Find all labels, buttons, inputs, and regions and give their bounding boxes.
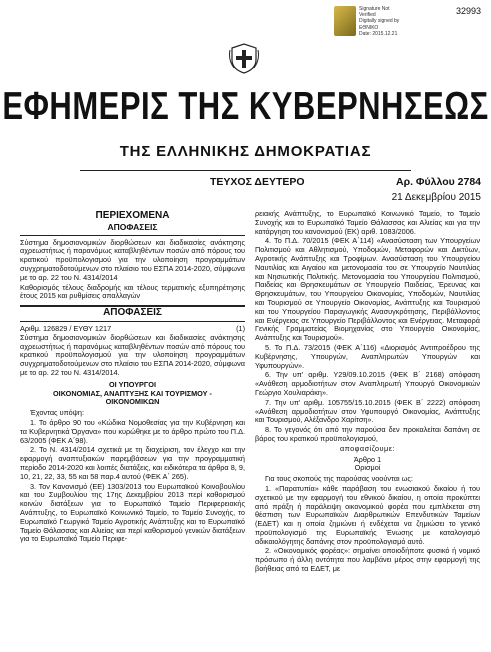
definition: 1. «Παρατυπία» κάθε παράβαση του ενωσιακού δικαίου ή του σχετικού με την εφαρμογή του εθνικού δικαίου, η οποία προκύπτει από πράξη ή παράλειψη οικονομικού φορέα που εμπλέκεται στη θέσπιση των Ευρωπαϊκών Διαρθρωτικών Επενδυτικών Ταμείων (ΕΔΕΤ) και η οποία ζημιώνει ή ενδέχεται να ζημιώσει το γενικό προϋπολογισμό της Ευρωπαϊκής Ένωσης με καταλογισμό αδικαιολόγητης δαπάνης στον προϋπολογισμό αυτό.	[255, 483, 480, 546]
paragraph: ρειακής Ανάπτυξης, το Ευρωπαϊκό Κοινωνικό Ταμείο, το Ταμείο Συνοχής και το Ευρωπαϊκό Ταμείο Θάλασσας και Αλιείας και για την κατάργηση του κανονισμού (ΕΚ) αριθ. 1083/2006.	[255, 209, 480, 236]
article-title: Ορισμοί	[354, 463, 381, 473]
digital-signature	[334, 4, 426, 42]
decision-number: Αριθμ. 126829 / ΕΥΘΥ 1217	[20, 323, 112, 333]
ministers-heading: ΟΙ ΥΠΟΥΡΓΟΙ	[108, 379, 157, 389]
left-column	[20, 210, 245, 545]
article-number: Άρθρο 1	[353, 454, 382, 464]
paragraph: 1. Το άρθρο 90 του «Κώδικα Νομοθεσίας για την Κυβέρνηση και τα Κυβερνητικά Όργανα» που κυρώθηκε με το άρθρο πρώτο του Π.Δ. 63/2005 (ΦΕΚ Α΄98).	[20, 417, 245, 445]
divider	[80, 170, 411, 171]
greek-coat-of-arms-icon	[228, 38, 260, 74]
divider	[20, 321, 245, 322]
decisions-heading: ΑΠΟΦΑΣΕΙΣ	[103, 307, 162, 319]
decision-summary: Σύστημα δημοσιονομικών διορθώσεων και διαδικασίες ανάκτησης αχρεωστήτως ή παρανόμως καταβληθέντων ποσών από πόρους του κρατικού προϋπολογισμού για την υλοποίηση προγραμμάτων συγχρηματοδοτούμενων στο πλαίσιο του ΕΣΠΑ 2014-2020, σύμφωνα με το αρ. 22 του Ν. 4314/2014.	[20, 332, 245, 377]
decide-line: αποφασίζουμε:	[339, 443, 396, 453]
signature-line: Date: 2015.12.21	[359, 30, 398, 37]
ministers-heading: ΟΙΚΟΝΟΜΙΑΣ, ΑΝΑΠΤΥΞΗΣ ΚΑΙ ΤΟΥΡΙΣΜΟΥ -	[53, 388, 212, 398]
decision-marker: (1)	[236, 323, 245, 333]
right-column	[255, 210, 480, 575]
paragraph: 7. Την υπ' αριθμ. 105755/15.10.2015 (ΦΕΚ Β΄ 2222) απόφαση «Ανάθεση αρμοδιοτήτων στον Υφυπουργό Οικονομίας, Ανάπτυξης και Τουρισμού, Αλέξανδρο Χαρίτση».	[255, 397, 480, 425]
divider	[20, 235, 245, 236]
gazette-title: ΕΦΗΜΕΡΙΣ ΤΗΣ ΚΥΒΕΡΝΗΣΕΩΣ	[2, 84, 489, 128]
issue-date: 21 Δεκεμβρίου 2015	[391, 192, 481, 203]
definition: 2. «Οικονομικός φορέας»: σημαίνει οποιοδήποτε φυσικό ή νομικό πρόσωπο ή άλλη οντότητα που λαμβάνει μέρος στην εφαρμογή της βοήθειας από τα ΕΔΕΤ, με	[255, 546, 480, 574]
issue-series: ΤΕΥΧΟΣ ΔΕΥΤΕΡΟ	[210, 176, 305, 188]
contents-heading: ΠΕΡΙΕΧΟΜΕΝΑ	[95, 210, 170, 221]
definitions-intro: Για τους σκοπούς της παρούσας νοούνται ως:	[265, 474, 413, 484]
paragraph: 5. Το Π.Δ. 73/2015 (ΦΕΚ Α΄116) «Διορισμός Αντιπροέδρου της Κυβέρνησης, Υπουργών, Αναπληρωτών Υπουργών και Υφυπουργών».	[255, 342, 480, 370]
gazette-subtitle: ΤΗΣ ΕΛΛΗΝΙΚΗΣ ΔΗΜΟΚΡΑΤΙΑΣ	[119, 143, 372, 160]
paragraph: 8. Το γεγονός ότι από την παρούσα δεν προκαλείται δαπάνη σε βάρος του κρατικού προϋπολογισμού,	[255, 425, 480, 443]
signature-line: Digitally signed by	[359, 18, 400, 25]
signature-text	[359, 6, 399, 37]
issue-number: Αρ. Φύλλου 2784	[396, 176, 481, 188]
having-regard: Έχοντας υπόψη:	[30, 408, 84, 418]
paragraph: 4. Το Π.Δ. 70/2015 (ΦΕΚ Α΄114) «Ανασύσταση των Υπουργείων Πολιτισμού και Αθλητισμού, Υποδομών, Μεταφορών και Δικτύων, Αγροτικής Ανάπτυξης και Τροφίμων. Ανασύσταση του Υπουργείου Ναυτιλίας και Αιγαίου και μετονομασία του σε Υπουργείο Ναυτιλίας και Νησιωτικής Πολιτικής. Μετονομασία του Υπουργείου Πολιτισμού, Παιδείας και Θρησκευμάτων σε Υπουργείο Παιδείας, Έρευνας και Θρησκευμάτων, του Υπουργείου Οικονομίας, Υποδομών, Ναυτιλίας και Τουρισμού σε Υπουργείο Οικονομίας, Ανάπτυξης και Τουρισμού και του Υπουργείου Παραγωγικής Ανασυγκρότησης, Περιβάλλοντος και Ενέργειας σε Υπουργείο Περιβάλλοντος και Ενέργειας. Μεταφορά Γενικής Γραμματείας Βιομηχανίας στο Υπουργείο Οικονομίας, Ανάπτυξης και Τουρισμού».	[255, 236, 480, 343]
signature-seal-icon	[334, 6, 356, 36]
signature-line: Verified	[359, 12, 376, 19]
signature-line: ΕΘΝΙΚΟ	[359, 24, 379, 31]
contents-item[interactable]: Σύστημα δημοσιονομικών διορθώσεων και διαδικασίες ανάκτησης αχρεωστήτως ή παρανόμως καταβληθέντων ποσών από πόρους του κρατικού προϋπολογισμού για την υλοποίηση προγραμμάτων συγχρηματοδοτούμενων στο πλαίσιο του ΕΣΠΑ 2014-2020, σύμφωνα με το αρ. 22 του Ν. 4314/2014	[20, 237, 245, 282]
ministers-heading: ΟΙΚΟΝΟΜΙΚΩΝ	[105, 397, 160, 407]
contents-item[interactable]: Καθορισμός τέλους διαδρομής και τέλους τερματικής εξυπηρέτησης έτους 2015 και ρυθμίσεις απαλλαγών	[20, 282, 245, 301]
signature-line: Signature Not	[359, 6, 390, 12]
page-number: 32993	[455, 6, 481, 16]
contents-subheading: ΑΠΟΦΑΣΕΙΣ	[107, 221, 158, 232]
paragraph: 3. Τον Κανονισμό (ΕΕ) 1303/2013 του Ευρωπαϊκού Κοινοβουλίου και του Συμβουλίου της 17ης Δεκεμβρίου 2013 περί καθορισμού κοινών διατάξεων για το Ευρωπαϊκό Ταμείο Περιφερειακής Ανάπτυξης, το Ευρωπαϊκό Κοινωνικό Ταμείο, το Ταμείο Συνοχής, το Ευρωπαϊκό Γεωργικό Ταμείο Αγροτικής Ανάπτυξης και το Ευρωπαϊκό Ταμείο Θάλασσας και Αλιείας και περί καθορισμού γενικών διατάξεων για το Ευρωπαϊκό Ταμείο Περιφε-	[20, 481, 245, 544]
paragraph: 6. Την υπ' αριθμ. Υ29/09.10.2015 (ΦΕΚ Β΄ 2168) απόφαση «Ανάθεση αρμοδιοτήτων στον Αναπληρωτή Υπουργό Οικονομικών Γεώργιο Χουλιαράκη».	[255, 370, 480, 397]
paragraph: 2. Το Ν. 4314/2014 σχετικά με τη διαχείριση, τον έλεγχο και την εφαρμογή αναπτυξιακών παρεμβάσεων για την προγραμματική περίοδο 2014-2020 και λοιπές διατάξεις, και ειδικότερα τα άρθρα 8, 9, 10, 21, 22, 33, 55 και 58 παρ.4 αυτού (ΦΕΚ Α΄ 265).	[20, 445, 245, 481]
